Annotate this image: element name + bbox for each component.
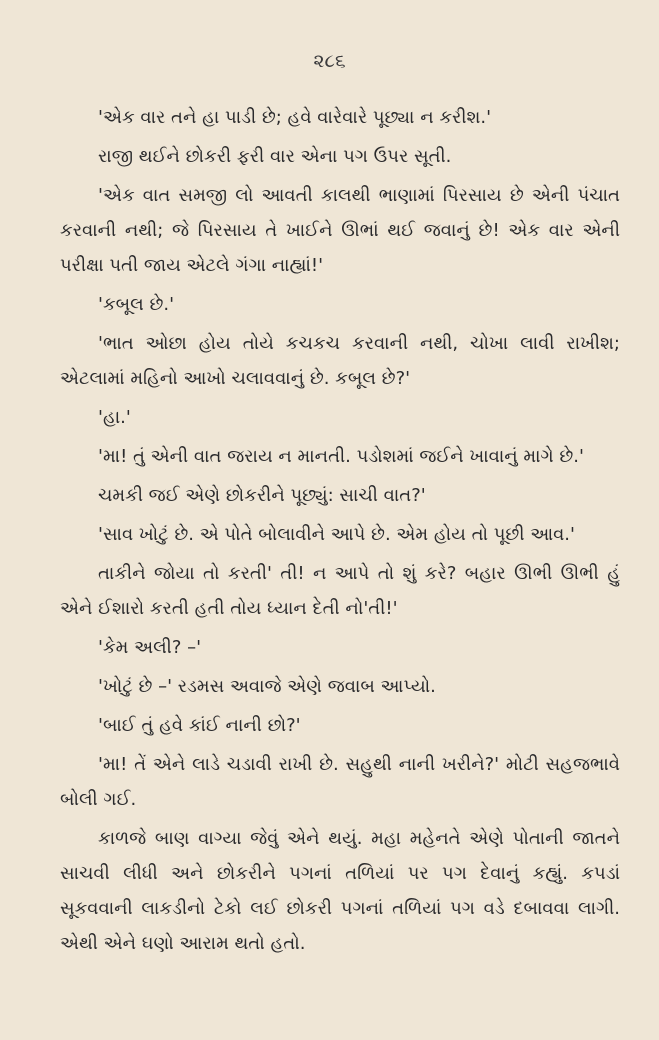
paragraph: તાકીને જોયા તો કરતી' તી! ન આપે તો શું કરે? બહાર ઊભી ઊભી હું એને ઈશારો કરતી હતી તોય ધ્યાન દેતી નો'તી!' — [60, 563, 620, 619]
paragraph: 'હા.' — [98, 407, 131, 428]
page-body — [60, 100, 620, 961]
paragraph: કાળજે બાણ વાગ્યા જેવું એને થયું. મહા મહેનતે એણે પોતાની જાતને સાચવી લીધી અને છોકરીને પગનાં તળિયાં પર પગ દેવાનું કહ્યું. કપડાં સૂકવવાની લાકડીનો ટેકો લઈ છોકરી પગનાં તળિયાં પગ વડે દબાવવા લાગી. એથી એને ઘણો આરામ થતો હતો. — [60, 828, 620, 954]
paragraph: 'ભાત ઓછા હોય તોયે કચકચ કરવાની નથી, ચોખા લાવી રાખીશ; એટલામાં મહિનો આખો ચલાવવાનું છે. કબૂલ છે?' — [60, 333, 620, 389]
paragraph: 'એક વાત સમજી લો આવતી કાલથી ભાણામાં પિરસાય છે એની પંચાત કરવાની નથી; જે પિરસાય તે ખાઈને ઊભાં થઈ જવાનું છે! એક વાર એની પરીક્ષા પતી જાય એટલે ગંગા નાહ્યાં!' — [60, 185, 620, 276]
page-number: ૨૮૬ — [313, 50, 346, 72]
paragraph: રાજી થઈને છોકરી ફરી વાર એના પગ ઉપર સૂતી. — [98, 146, 452, 167]
paragraph: 'ખોટું છે –' રડમસ અવાજે એણે જવાબ આપ્યો. — [98, 676, 436, 697]
paragraph: 'મા! તેં એને લાડે ચડાવી રાખી છે. સહુથી નાની ખરીને?' મોટી સહજભાવે બોલી ગઈ. — [60, 754, 620, 810]
paragraph: 'મા! તું એની વાત જરાય ન માનતી. પડોશમાં જઈને ખાવાનું માગે છે.' — [98, 446, 584, 467]
paragraph: 'સાવ ખોટું છે. એ પોતે બોલાવીને આપે છે. એમ હોય તો પૂછી આવ.' — [98, 524, 575, 545]
paragraph: 'કેમ અલી? –' — [98, 637, 202, 658]
paragraph: ચમકી જઈ એણે છોકરીને પૂછ્યું: સાચી વાત?' — [98, 485, 426, 506]
paragraph: 'કબૂલ છે.' — [98, 294, 175, 315]
paragraph: 'બાઈ તું હવે કાંઈ નાની છો?' — [98, 715, 301, 736]
paragraph: 'એક વાર તને હા પાડી છે; હવે વારેવારે પૂછ્યા ન કરીશ.' — [98, 107, 492, 128]
